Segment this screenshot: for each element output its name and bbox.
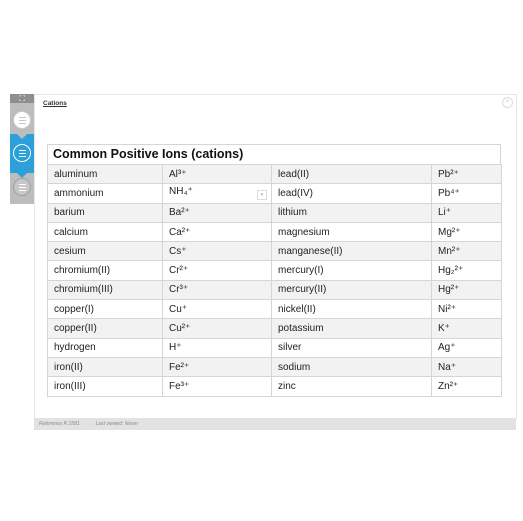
- cell-text: Cs⁺: [169, 245, 187, 257]
- table-row: [48, 377, 502, 396]
- nav-notch-top: [17, 134, 27, 139]
- list-icon: [19, 117, 26, 124]
- ion-symbol-cell: [432, 261, 502, 280]
- cell-text: sodium: [278, 361, 311, 373]
- ion-symbol-cell: [163, 184, 272, 203]
- ion-symbol-cell: [432, 165, 502, 184]
- ion-name-cell: [272, 261, 432, 280]
- cell-text: barium: [54, 207, 85, 219]
- cell-text: Cr³⁺: [169, 284, 189, 296]
- ion-name-cell: [272, 222, 432, 241]
- ion-symbol-cell: [432, 357, 502, 376]
- cell-text: cesium: [54, 245, 86, 257]
- ion-symbol-cell: [432, 203, 502, 222]
- cell-text: Fe³⁺: [169, 380, 190, 392]
- ion-name-cell: [272, 377, 432, 396]
- table-row: [48, 165, 502, 184]
- cell-text: aluminum: [54, 168, 98, 180]
- ion-name-cell: [272, 165, 432, 184]
- ion-name-cell: [272, 203, 432, 222]
- cell-text: Ca²⁺: [169, 226, 191, 238]
- ion-name-cell: [272, 319, 432, 338]
- ion-name-cell: [272, 300, 432, 319]
- table-row: [48, 222, 502, 241]
- table-title: Common Positive Ions (cations): [47, 144, 501, 164]
- ion-symbol-cell: [163, 261, 272, 280]
- ion-name-cell: [272, 242, 432, 261]
- cell-text: lead(II): [278, 168, 310, 180]
- cell-text: Ag⁺: [438, 342, 456, 354]
- close-icon[interactable]: ×: [502, 97, 513, 108]
- ion-name-cell: [48, 242, 163, 261]
- cell-text: lead(IV): [278, 187, 314, 199]
- ion-symbol-cell: [432, 319, 502, 338]
- cell-text: Cu²⁺: [169, 323, 191, 335]
- cell-text: Na⁺: [438, 361, 457, 373]
- ion-name-cell: [272, 357, 432, 376]
- ion-symbol-cell: [432, 222, 502, 241]
- cell-text: nickel(II): [278, 303, 316, 315]
- cell-text: Mg²⁺: [438, 226, 461, 238]
- cell-text: Al³⁺: [169, 168, 187, 180]
- table-row: [48, 203, 502, 222]
- cell-text: Hg₂²⁺: [438, 265, 464, 277]
- cell-text: Cr²⁺: [169, 265, 189, 277]
- ion-symbol-cell: [163, 357, 272, 376]
- cell-text: copper(II): [54, 323, 97, 335]
- footer-bar: [34, 418, 516, 430]
- cell-text: iron(II): [54, 361, 83, 373]
- cell-text: Li⁺: [438, 207, 452, 219]
- cell-text: iron(III): [54, 380, 86, 392]
- table-row: [48, 280, 502, 299]
- cell-text: Pb⁴⁺: [438, 187, 460, 199]
- expand-icon[interactable]: ⛶: [10, 94, 34, 103]
- cell-text: ammonium: [54, 187, 104, 199]
- table-row: [48, 319, 502, 338]
- ion-name-cell: [48, 357, 163, 376]
- cell-text: Zn²⁺: [438, 380, 459, 392]
- last-viewed-label: Last viewed: Never: [95, 421, 139, 427]
- cell-text: calcium: [54, 226, 88, 238]
- cell-text: Hg²⁺: [438, 284, 460, 296]
- ion-name-cell: [272, 184, 432, 203]
- table-row: [48, 357, 502, 376]
- table-row: [48, 242, 502, 261]
- cell-text: chromium(II): [54, 265, 111, 277]
- ion-symbol-cell: [163, 300, 272, 319]
- ion-name-cell: [48, 261, 163, 280]
- panel-title[interactable]: Cations: [43, 100, 67, 107]
- cell-text: manganese(II): [278, 245, 343, 257]
- ion-name-cell: [48, 222, 163, 241]
- cell-text: mercury(I): [278, 265, 324, 277]
- cell-text: Cu⁺: [169, 303, 188, 315]
- ion-name-cell: [272, 280, 432, 299]
- cell-text: mercury(II): [278, 284, 327, 296]
- table-row: [48, 300, 502, 319]
- ion-symbol-cell: [163, 222, 272, 241]
- ion-symbol-cell: [432, 300, 502, 319]
- cell-text: Ba²⁺: [169, 207, 190, 219]
- cell-text: hydrogen: [54, 342, 96, 354]
- reference-label: Reference R.1581: [39, 421, 80, 427]
- ion-name-cell: [48, 165, 163, 184]
- chevron-down-icon[interactable]: ▾: [257, 190, 267, 200]
- cell-text: Fe²⁺: [169, 361, 190, 373]
- ion-symbol-cell: [432, 184, 502, 203]
- cell-text: NH₄⁺: [169, 186, 193, 198]
- ion-name-cell: [48, 203, 163, 222]
- nav-item-3[interactable]: [13, 178, 31, 196]
- cell-text: lithium: [278, 207, 307, 219]
- cell-text: silver: [278, 342, 302, 354]
- cell-text: magnesium: [278, 226, 330, 238]
- cell-text: chromium(III): [54, 284, 113, 296]
- table-row: [48, 184, 502, 203]
- cell-text: K⁺: [438, 323, 450, 335]
- ion-symbol-cell: [163, 280, 272, 299]
- cell-text: Mn²⁺: [438, 245, 461, 257]
- ion-symbol-cell: [163, 165, 272, 184]
- ion-symbol-cell: [432, 280, 502, 299]
- ions-table: [47, 144, 501, 397]
- nav-item-2-active[interactable]: [13, 144, 31, 162]
- ion-symbol-cell: [163, 242, 272, 261]
- ion-symbol-cell: [432, 242, 502, 261]
- cell-text: Ni²⁺: [438, 303, 457, 315]
- cell-text: copper(I): [54, 303, 95, 315]
- cell-text: Pb²⁺: [438, 168, 459, 180]
- cell-text: zinc: [278, 380, 296, 392]
- ion-name-cell: [48, 377, 163, 396]
- list-icon: [19, 184, 26, 191]
- list-icon: [19, 150, 26, 157]
- ion-name-cell: [48, 319, 163, 338]
- ion-symbol-cell: [163, 203, 272, 222]
- nav-item-1[interactable]: [13, 111, 31, 129]
- ion-symbol-cell: [432, 338, 502, 357]
- cell-text: potassium: [278, 323, 324, 335]
- ion-name-cell: [48, 300, 163, 319]
- cell-text: H⁺: [169, 342, 182, 354]
- ion-name-cell: [48, 280, 163, 299]
- ion-symbol-cell: [163, 377, 272, 396]
- table-row: [48, 261, 502, 280]
- ion-symbol-cell: [432, 377, 502, 396]
- ion-name-cell: [48, 184, 163, 203]
- ion-name-cell: [48, 338, 163, 357]
- ion-symbol-cell: [163, 319, 272, 338]
- table-row: [48, 338, 502, 357]
- ion-symbol-cell: [163, 338, 272, 357]
- ion-name-cell: [272, 338, 432, 357]
